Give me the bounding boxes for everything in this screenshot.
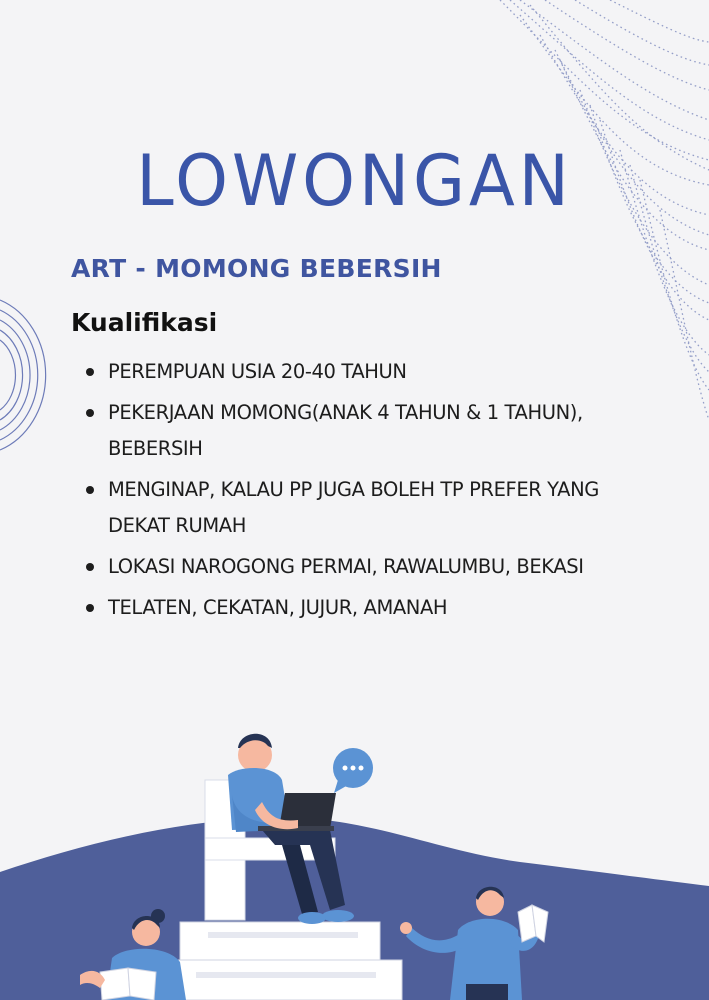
qualification-text: PEREMPUAN USIA 20-40 TAHUN [108, 360, 407, 383]
bullet-icon [86, 368, 94, 376]
qualification-text: PEKERJAAN MOMONG(ANAK 4 TAHUN & 1 TAHUN), BEBERSIH [108, 401, 583, 460]
bullet-icon [86, 486, 94, 494]
book-icon [518, 905, 548, 942]
bullet-icon [86, 604, 94, 612]
qualification-text: MENGINAP, KALAU PP JUGA BOLEH TP PREFER YANG DEKAT RUMAH [108, 478, 600, 537]
qualification-text: LOKASI NAROGONG PERMAI, RAWALUMBU, BEKASI [108, 555, 584, 578]
qualification-text: TELATEN, CEKATAN, JUJUR, AMANAH [108, 596, 448, 619]
concentric-arcs [0, 300, 46, 450]
list-item [86, 549, 646, 585]
bullet-icon [86, 563, 94, 571]
list-item [86, 395, 646, 467]
qualifications-list [86, 354, 646, 631]
job-title: ART - MOMONG BEBERSIH [71, 254, 442, 283]
headline: LOWONGAN [136, 140, 573, 222]
bullet-icon [86, 409, 94, 417]
book-icon [100, 968, 156, 1000]
list-item [86, 354, 646, 390]
list-item [86, 590, 646, 626]
qualifications-heading: Kualifikasi [71, 308, 218, 337]
list-item [86, 472, 646, 544]
speech-bubble-icon [333, 748, 373, 793]
